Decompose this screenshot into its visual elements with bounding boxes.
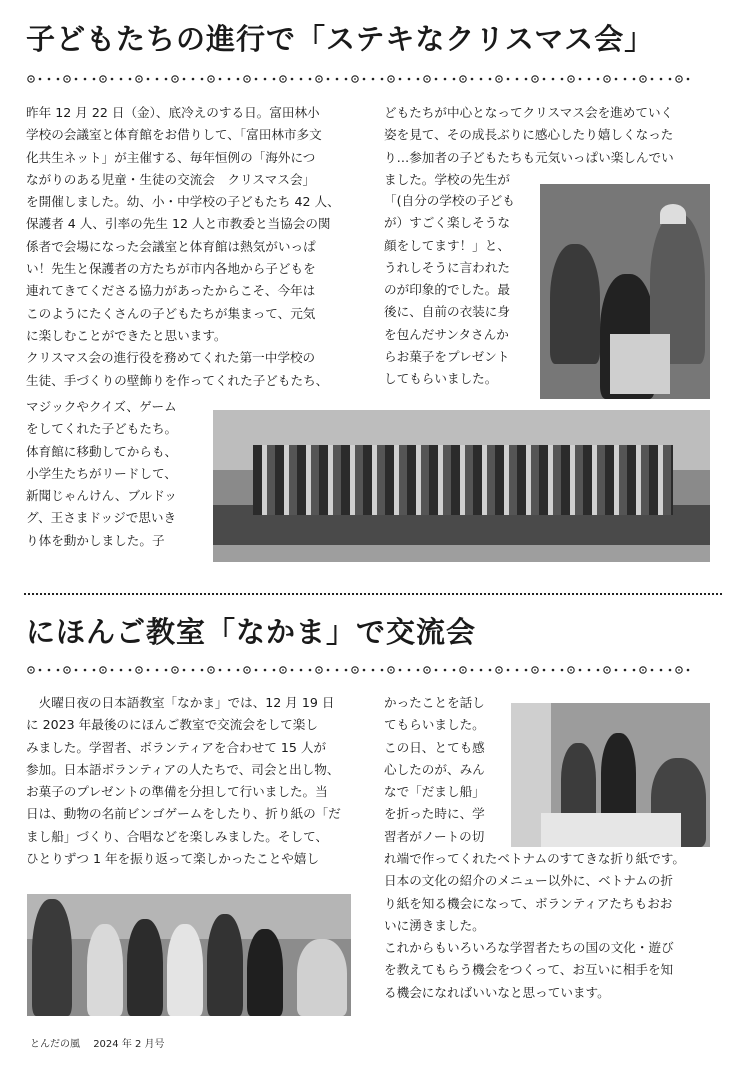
text-line: 心したのが、みん bbox=[384, 761, 485, 777]
text-line: 火曜日夜の日本語教室「なかま」では、12 月 19 日 bbox=[26, 695, 335, 710]
text-line: い！先生と保護者の方たちが市内各地から子どもを bbox=[26, 261, 316, 277]
photo-group-stage bbox=[213, 410, 710, 562]
text-line: クリスマス会の進行役を務めてくれた第一中学校の bbox=[26, 350, 316, 366]
text-line: らお菓子をプレゼント bbox=[384, 349, 510, 365]
text-line: 保護者 4 人、引率の先生 12 人と市教委と当協会の関 bbox=[26, 216, 331, 232]
photo-classroom bbox=[511, 703, 710, 847]
text-line: まし船」づくり、合唱などを楽しみました。そして、 bbox=[26, 828, 328, 844]
text-line: 日本の文化の紹介のメニュー以外に、ベトナムの折 bbox=[384, 873, 674, 889]
text-line: り紙を知る機会になって、ボランティアたちもおお bbox=[384, 895, 673, 911]
article2-title: にほんご教室「なかま」で交流会 bbox=[26, 615, 477, 649]
article1-col1-text bbox=[26, 102, 372, 392]
text-line: 習者がノートの切 bbox=[384, 828, 485, 844]
text-line: を包んだサンタさんか bbox=[384, 326, 509, 342]
text-line: 後に、自前の衣装に身 bbox=[384, 304, 510, 320]
text-line: これからもいろいろな学習者たちの国の文化・遊び bbox=[384, 940, 674, 956]
text-line: 係者で会場になった会議室と体育館は熱気がいっぱ bbox=[26, 238, 316, 254]
text-line: を教えてもらう機会をつくって、お互いに相手を知 bbox=[384, 962, 674, 978]
article1-col1-narrow-text bbox=[26, 396, 211, 552]
text-line: 新聞じゃんけん、ブルドッ bbox=[26, 488, 177, 504]
text-line: 「(自分の学校の子ども bbox=[384, 193, 515, 208]
article1-col2-text bbox=[384, 102, 714, 191]
text-line: をしてくれた子どもたち。 bbox=[26, 421, 178, 437]
text-line: り…参加者の子どもたちも元気いっぱい楽しんでい bbox=[384, 149, 674, 165]
decorative-dot-line bbox=[26, 74, 696, 84]
text-line: る機会になればいいなと思っています。 bbox=[384, 984, 610, 1000]
text-line: みました。学習者、ボランティアを合わせて 15 人が bbox=[26, 739, 327, 755]
publication-name: とんだの風 bbox=[30, 1039, 80, 1050]
text-line: 姿を見て、その成長ぶりに感心したり嬉しくなった bbox=[384, 127, 674, 143]
text-line: が）すごく楽しそうな bbox=[384, 215, 510, 231]
photo-group-classroom bbox=[27, 894, 351, 1016]
text-line: のが印象的でした。最 bbox=[384, 282, 510, 298]
decorative-dot-line bbox=[26, 665, 696, 675]
text-line: に 2023 年最後のにほんご教室で交流会をして楽し bbox=[26, 717, 318, 733]
text-line: ながりのある児童・生徒の交流会 クリスマス会」 bbox=[26, 171, 316, 187]
text-line: マジックやクイズ、ゲーム bbox=[26, 399, 177, 414]
article2-col1-text bbox=[26, 692, 372, 870]
text-line: に楽しむことができたと思います。 bbox=[26, 327, 227, 343]
text-line: かったことを話し bbox=[384, 695, 485, 710]
photo-santa-presents bbox=[540, 184, 710, 399]
text-line: ました。学校の先生が bbox=[384, 171, 510, 187]
text-line: 連れてきてくださる協力があったからこそ、今年は bbox=[26, 283, 316, 299]
text-line: 顔をしてます！」と、 bbox=[384, 237, 510, 253]
issue-date: 2024 年 2 月号 bbox=[93, 1039, 165, 1050]
text-line: 学校の会議室と体育館をお借りして、「富田林市多文 bbox=[26, 127, 322, 143]
text-line: を開催しました。幼、小・中学校の子どもたち 42 人、 bbox=[26, 194, 340, 210]
text-line: 化共生ネット」が主催する、毎年恒例の「海外につ bbox=[26, 149, 316, 165]
article1-col2-narrow-text bbox=[384, 190, 539, 391]
text-line: 参加。日本語ボランティアの人たちで、司会と出し物、 bbox=[26, 761, 340, 777]
text-line: り体を動かしました。子 bbox=[26, 532, 165, 548]
text-line: 昨年 12 月 22 日（金）、底冷えのする日。富田林小 bbox=[26, 105, 320, 120]
text-line: てもらいました。 bbox=[384, 717, 485, 733]
text-line: お菓子のプレゼントの準備を分担して行いました。当 bbox=[26, 784, 328, 800]
text-line: してもらいました。 bbox=[384, 371, 498, 387]
text-line: グ、王さまドッジで思いき bbox=[26, 510, 177, 526]
footer bbox=[30, 1035, 175, 1050]
text-line: うれしそうに言われた bbox=[384, 259, 510, 275]
text-line: この日、とても感 bbox=[384, 739, 485, 755]
text-line: 小学生たちがリードして、 bbox=[26, 465, 177, 481]
text-line: なで「だまし船」 bbox=[384, 784, 485, 800]
text-line: このようにたくさんの子どもたちが集まって、元気 bbox=[26, 305, 316, 321]
text-line: れ端で作ってくれたベトナムのすてきな折り紙です。 bbox=[384, 851, 685, 866]
section-divider bbox=[24, 593, 722, 595]
text-line: ひとりずつ 1 年を振り返って楽しかったことや嬉し bbox=[26, 851, 320, 867]
article2-col2-text bbox=[384, 848, 714, 1004]
text-line: 生徒、手づくりの壁飾りを作ってくれた子どもたち、 bbox=[26, 372, 329, 388]
text-line: 体育館に移動してからも、 bbox=[26, 443, 178, 459]
text-line: いに湧きました。 bbox=[384, 917, 485, 933]
article1-title: 子どもたちの進行で「ステキなクリスマス会」 bbox=[26, 22, 655, 56]
article2-col2-narrow-text bbox=[384, 692, 509, 848]
text-line: どもたちが中心となってクリスマス会を進めていく bbox=[384, 105, 674, 120]
text-line: を折った時に、学 bbox=[384, 806, 485, 822]
text-line: 日は、動物の名前ビンゴゲームをしたり、折り紙の「だ bbox=[26, 806, 341, 822]
